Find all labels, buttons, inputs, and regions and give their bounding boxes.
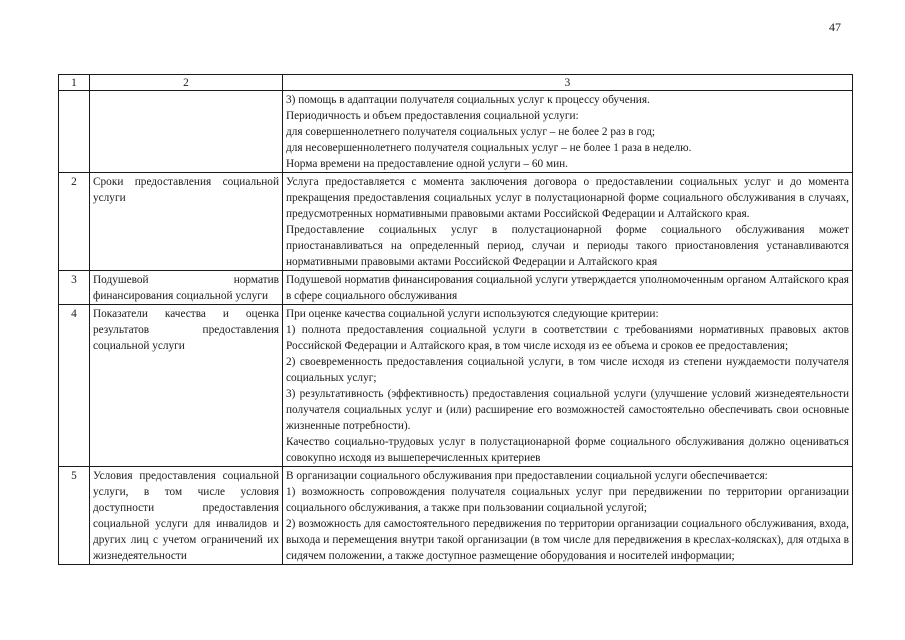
description-paragraph: 2) своевременность предоставления социальной услуги, в том числе исходя из степени нуждаемости получателя социальных услуг; xyxy=(286,356,849,384)
row-number: 4 xyxy=(59,305,90,467)
row-description xyxy=(283,467,853,565)
row-name: Сроки предоставления социальной услуги xyxy=(90,173,283,271)
description-paragraph: В организации социального обслуживания при предоставлении социальной услуги обеспечивается: xyxy=(286,470,768,482)
row-number: 2 xyxy=(59,173,90,271)
row-number: 3 xyxy=(59,271,90,305)
description-paragraph: Услуга предоставляется с момента заключения договора о предоставлении социальных услуг и до момента прекращения предоставления социальных услуг в полустационарной форме социального обслуживания в случаях, предусмотренных нормативными правовыми актами Российской Федерации и Алтайского края. xyxy=(286,176,849,220)
services-table xyxy=(58,74,853,565)
description-paragraph: 3) результативность (эффективность) предоставления социальной услуги (улучшение условий жизнедеятельности получателя социальных услуг и (или) расширение его возможностей самостоятельно обеспечивать свои основные жизненные потребности). xyxy=(286,388,849,432)
description-paragraph: 1) полнота предоставления социальной услуги в соответствии с требованиями нормативных правовых актов Российской Федерации и Алтайского края, в том числе исходя из ее объема и сроков ее предоставления; xyxy=(286,324,849,352)
table-row xyxy=(59,91,853,173)
header-col-2: 2 xyxy=(90,75,283,91)
description-paragraph: 3) помощь в адаптации получателя социальных услуг к процессу обучения. xyxy=(286,94,650,106)
row-name: Подушевой норматив финансирования социальной услуги xyxy=(90,271,283,305)
description-paragraph: Подушевой норматив финансирования социальной услуги утверждается уполномоченным органом Алтайского края в сфере социального обслуживания xyxy=(286,274,849,302)
description-paragraph: Предоставление социальных услуг в полустационарной форме социального обслуживания может приостанавливаться на определенный период, случаи и периоды такого приостановления устанавливаются нормативными правовыми актами Российской Федерации и Алтайского края xyxy=(286,224,849,268)
description-paragraph: Периодичность и объем предоставления социальной услуги: xyxy=(286,110,579,122)
description-paragraph: 2) возможность для самостоятельного передвижения по территории организации социального обслуживания, входа, выхода и перемещения внутри такой организации (в том числе для передвижения в креслах-колясках), для отдыха в сидячем положении, а также доступное размещение оборудования и носителей информации; xyxy=(286,518,849,562)
table-row xyxy=(59,271,853,305)
description-paragraph: Качество социально-трудовых услуг в полустационарной форме социального обслуживания должно оцениваться совокупно исходя из вышеперечисленных критериев xyxy=(286,436,849,464)
table-row xyxy=(59,173,853,271)
row-description xyxy=(283,173,853,271)
description-paragraph: для совершеннолетнего получателя социальных услуг – не более 2 раз в год; xyxy=(286,126,656,138)
row-number xyxy=(59,91,90,173)
row-description xyxy=(283,271,853,305)
page-number: 47 xyxy=(829,20,841,34)
table-header-row xyxy=(59,75,853,91)
description-paragraph: При оценке качества социальной услуги используются следующие критерии: xyxy=(286,308,659,320)
table-row xyxy=(59,467,853,565)
row-name xyxy=(90,91,283,173)
description-paragraph: Норма времени на предоставление одной услуги – 60 мин. xyxy=(286,158,569,170)
table-row xyxy=(59,305,853,467)
header-col-3: 3 xyxy=(283,75,853,91)
row-number: 5 xyxy=(59,467,90,565)
row-description xyxy=(283,91,853,173)
header-col-1: 1 xyxy=(59,75,90,91)
row-name: Показатели качества и оценка результатов предоставления социальной услуги xyxy=(90,305,283,467)
row-name: Условия предоставления социальной услуги, в том числе условия доступности предоставления социальной услуги для инвалидов и других лиц с учетом ограничений их жизнедеятельности xyxy=(90,467,283,565)
description-paragraph: 1) возможность сопровождения получателя социальных услуг при передвижении по территории организации социального обслуживания, а также при пользовании социальной услугой; xyxy=(286,486,849,514)
description-paragraph: для несовершеннолетнего получателя социальных услуг – не более 1 раза в неделю. xyxy=(286,142,692,154)
row-description xyxy=(283,305,853,467)
